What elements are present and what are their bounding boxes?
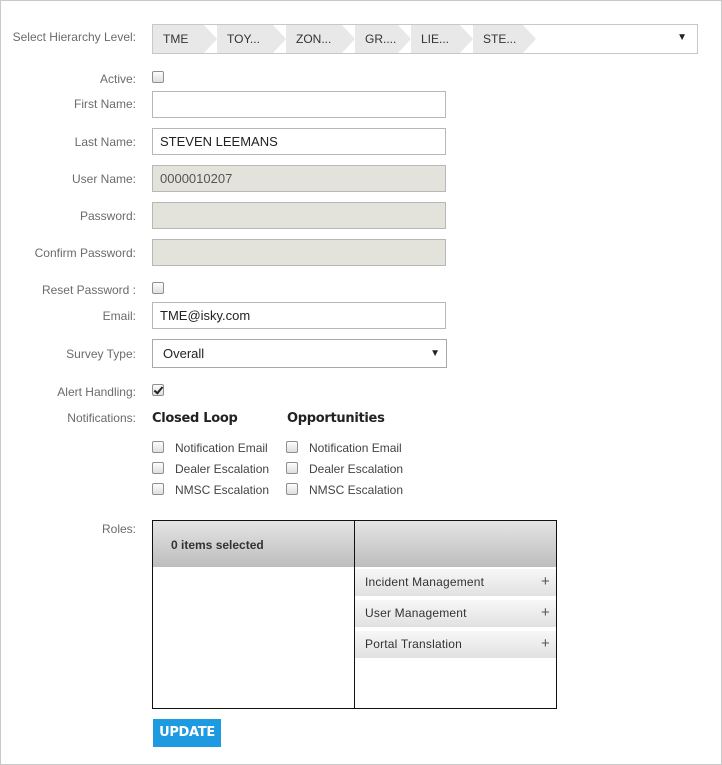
first-name-label: First Name: [73, 97, 136, 111]
roles-label: Roles: [101, 522, 136, 536]
survey-type-select[interactable] [152, 339, 447, 368]
available-roles-list [355, 521, 556, 708]
closed-loop-notification-email-checkbox[interactable] [152, 441, 164, 453]
closed-loop-dealer-escalation-checkbox[interactable] [152, 462, 164, 474]
hierarchy-crumb[interactable]: STE... [473, 25, 523, 53]
option-label: Dealer Escalation [309, 462, 404, 476]
active-label: Active: [99, 72, 136, 86]
password-field [152, 202, 446, 229]
option-label: Dealer Escalation [175, 462, 270, 476]
plus-icon[interactable]: + [541, 604, 550, 621]
plus-icon[interactable]: + [541, 635, 550, 652]
last-name-field[interactable]: STEVEN LEEMANS [152, 128, 446, 155]
email-field[interactable]: TME@isky.com [152, 302, 446, 329]
role-item-user-management[interactable] [355, 600, 556, 627]
closed-loop-nmsc-escalation-checkbox[interactable] [152, 483, 164, 495]
roles-multiselect [152, 520, 557, 709]
option-label: Notification Email [309, 441, 402, 455]
closed-loop-heading: Closed Loop [152, 411, 238, 426]
hierarchy-label: Select Hierarchy Level: [12, 30, 136, 44]
caret-down-icon[interactable]: ▼ [677, 32, 687, 43]
hierarchy-crumb[interactable]: TOY... [217, 25, 273, 53]
available-roles-header [355, 521, 556, 567]
option-label: NMSC Escalation [175, 483, 270, 497]
notifications-label: Notifications: [67, 411, 136, 425]
role-item-portal-translation[interactable] [355, 631, 556, 658]
active-checkbox[interactable] [152, 71, 164, 83]
selected-roles-list[interactable] [153, 521, 355, 708]
confirm-password-label: Confirm Password: [34, 246, 136, 260]
caret-down-icon[interactable]: ▼ [430, 348, 440, 359]
hierarchy-crumb[interactable]: LIE... [411, 25, 460, 53]
option-label: NMSC Escalation [309, 483, 404, 497]
confirm-password-field [152, 239, 446, 266]
hierarchy-crumb[interactable]: GR.... [355, 25, 398, 53]
role-item-incident-management[interactable] [355, 569, 556, 596]
opportunities-notification-email-checkbox[interactable] [286, 441, 298, 453]
selected-count: 0 items selected [153, 521, 354, 567]
reset-password-label: Reset Password : [41, 283, 136, 297]
last-name-label: Last Name: [74, 135, 136, 149]
alert-handling-checkbox[interactable] [152, 384, 164, 396]
hierarchy-crumb[interactable]: TME [153, 25, 204, 53]
alert-handling-label: Alert Handling: [57, 385, 136, 399]
password-label: Password: [79, 209, 136, 223]
opportunities-heading: Opportunities [287, 411, 385, 426]
option-label: Notification Email [175, 441, 268, 455]
opportunities-nmsc-escalation-checkbox[interactable] [286, 483, 298, 495]
opportunities-dealer-escalation-checkbox[interactable] [286, 462, 298, 474]
plus-icon[interactable]: + [541, 573, 550, 590]
hierarchy-selector[interactable] [152, 24, 698, 54]
survey-type-label: Survey Type: [66, 347, 136, 361]
user-name-label: User Name: [71, 172, 136, 186]
update-button[interactable]: UPDATE [153, 719, 221, 747]
hierarchy-crumb[interactable]: ZON... [286, 25, 342, 53]
role-label: User Management [365, 606, 467, 620]
first-name-field[interactable] [152, 91, 446, 118]
role-label: Incident Management [365, 575, 485, 589]
email-label: Email: [102, 309, 136, 323]
role-label: Portal Translation [365, 637, 462, 651]
user-name-field: 0000010207 [152, 165, 446, 192]
reset-password-checkbox[interactable] [152, 282, 164, 294]
survey-type-value: Overall [163, 346, 205, 361]
